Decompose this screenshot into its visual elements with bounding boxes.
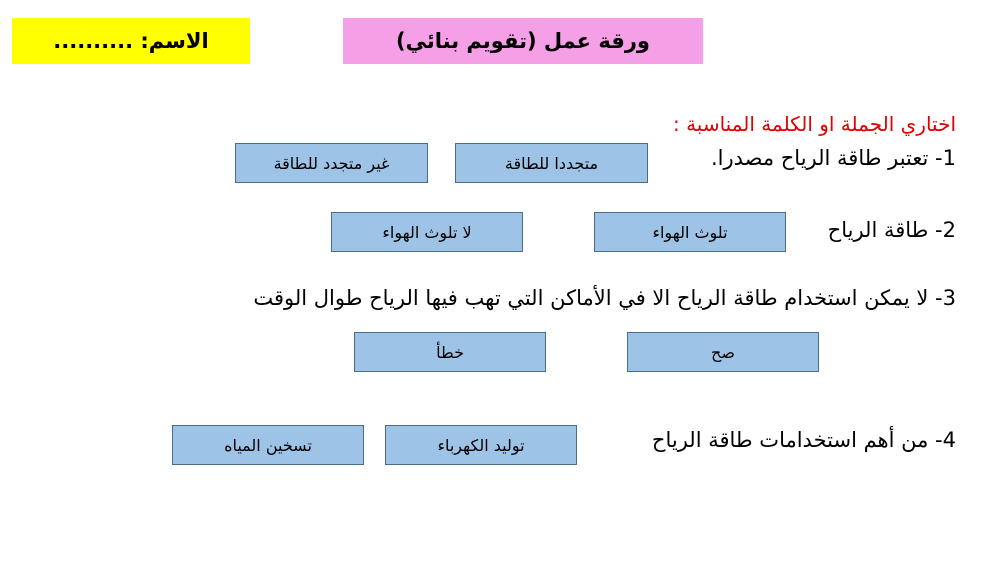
- option-label: لا تلوث الهواء: [382, 222, 472, 242]
- q3-option-false[interactable]: [354, 332, 546, 372]
- question-2-text: 2- طاقة الرياح: [827, 218, 956, 242]
- student-name-field: [12, 18, 250, 64]
- q2-option-pollutes[interactable]: [594, 212, 786, 252]
- instruction-text: اختاري الجملة او الكلمة المناسبة :: [672, 112, 956, 136]
- option-label: صح: [711, 342, 735, 362]
- option-label: غير متجدد للطاقة: [273, 153, 390, 173]
- q1-option-nonrenewable[interactable]: [235, 143, 428, 183]
- q1-option-renewable[interactable]: [455, 143, 648, 183]
- question-4-text: 4- من أهم استخدامات طاقة الرياح: [651, 428, 956, 452]
- question-3-text: 3- لا يمكن استخدام طاقة الرياح الا في الأماكن التي تهب فيها الرياح طوال الوقت: [253, 286, 956, 310]
- option-label: تلوث الهواء: [652, 222, 728, 242]
- option-label: متجددا للطاقة: [504, 153, 599, 173]
- option-label: خطأ: [436, 342, 464, 362]
- name-label: الاسم: ..........: [53, 29, 209, 53]
- q4-option-electricity[interactable]: [385, 425, 577, 465]
- q2-option-no-pollution[interactable]: [331, 212, 523, 252]
- page-title: ورقة عمل (تقويم بنائي): [396, 29, 650, 53]
- question-1-text: 1- تعتبر طاقة الرياح مصدرا.: [710, 146, 956, 170]
- option-label: توليد الكهرباء: [437, 435, 525, 455]
- option-label: تسخين المياه: [224, 435, 312, 455]
- worksheet-title: [343, 18, 703, 64]
- q4-option-water-heating[interactable]: [172, 425, 364, 465]
- q3-option-true[interactable]: [627, 332, 819, 372]
